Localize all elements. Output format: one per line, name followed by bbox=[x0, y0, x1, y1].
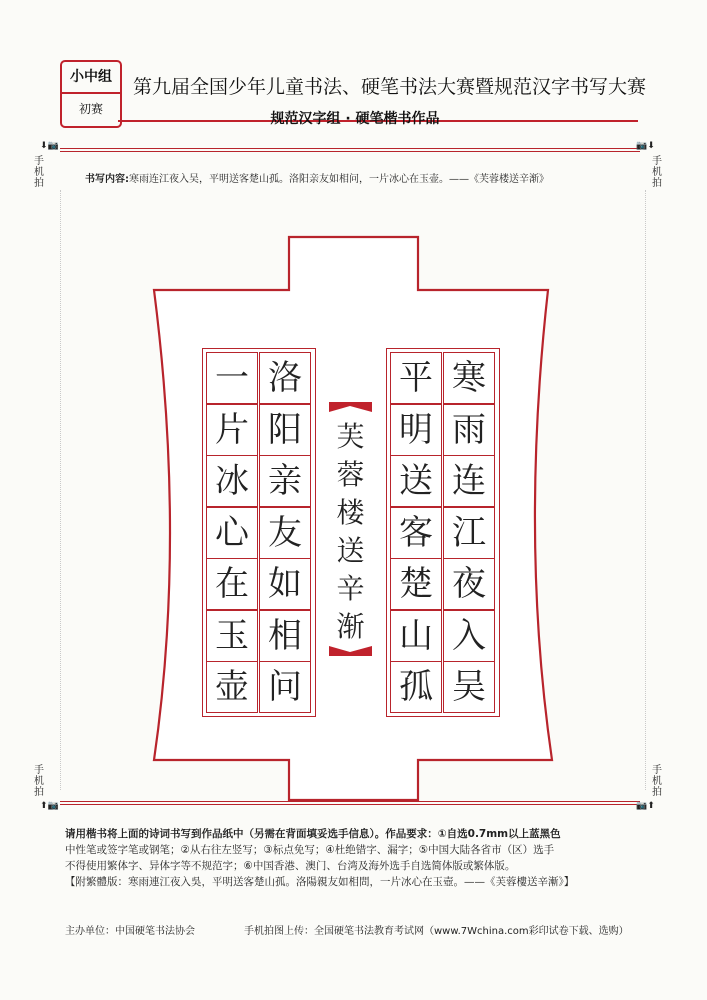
poem-character: 江 bbox=[452, 512, 486, 553]
poem-character: 平 bbox=[399, 358, 433, 398]
poem-character: 在 bbox=[215, 564, 249, 604]
poem-character: 吴 bbox=[452, 667, 486, 707]
poem-character: 山 bbox=[399, 615, 433, 656]
poem-character: 楚 bbox=[399, 564, 433, 604]
upload-info: 手机拍图上传：全国硬笔书法教育考试网（www.7Wchina.com彩印试卷下载、选购） bbox=[244, 926, 629, 937]
poem-character: 相 bbox=[268, 615, 302, 656]
bracket-bottom-icon bbox=[327, 644, 374, 658]
requirements-line: 请用楷书将上面的诗词书写到作品纸中（另需在背面填妥选手信息）。作品要求：①自选0.7mm以上蓝黑色 bbox=[65, 828, 561, 840]
poem-character: 孤 bbox=[399, 667, 433, 707]
organizer: 主办单位：中国硬笔书法协会 bbox=[65, 926, 195, 937]
poem-character: 如 bbox=[268, 564, 302, 604]
phone-capture-label-left: 手机拍 bbox=[34, 156, 44, 189]
upload-camera-icon: ⬆📷 bbox=[40, 801, 59, 811]
poem-character: 送 bbox=[399, 461, 433, 501]
poem-title-character: 蓉 bbox=[336, 458, 365, 491]
poem-character: 明 bbox=[399, 409, 433, 450]
download-camera-icon: ⬇📷 bbox=[40, 141, 59, 151]
poem-character: 一 bbox=[215, 358, 249, 398]
bottom-rule bbox=[60, 801, 640, 805]
bracket-top-icon bbox=[327, 400, 374, 414]
poem-character: 寒 bbox=[452, 358, 486, 398]
poem-character: 片 bbox=[215, 409, 249, 450]
poem-character: 亲 bbox=[268, 461, 302, 501]
poem-character: 问 bbox=[268, 667, 302, 707]
poem-character: 阳 bbox=[268, 409, 302, 450]
poem-title-column bbox=[327, 403, 374, 655]
poem-character: 雨 bbox=[452, 409, 486, 450]
poem-title-character: 渐 bbox=[336, 610, 365, 643]
grid-border bbox=[202, 348, 316, 717]
poem-title-character: 芙 bbox=[336, 420, 365, 453]
requirements-line: 不得使用繁体字、异体字等不规范字；⑥中国香港、澳门、台湾及海外选手自选简体版或繁体版。 bbox=[65, 860, 516, 872]
phone-capture-label-left: 手机拍 bbox=[34, 765, 44, 798]
poem-title-character: 楼 bbox=[336, 496, 365, 529]
poem-title-character: 送 bbox=[336, 534, 365, 567]
page-subtitle: 规范汉字组 · 硬笔楷书作品 bbox=[270, 111, 440, 127]
poem-character: 入 bbox=[452, 615, 486, 656]
upload-camera-icon: 📷⬆ bbox=[636, 801, 655, 811]
poem-character: 客 bbox=[399, 512, 433, 553]
requirements-line: 【附繁體版：寒雨連江夜入吳，平明送客楚山孤。洛陽親友如相問，一片冰心在玉壺。——《芙蓉樓送辛漸》】 bbox=[65, 876, 575, 888]
content-text: 寒雨连江夜入吴，平明送客楚山孤。洛阳亲友如相问，一片冰心在玉壶。——《芙蓉楼送辛渐》 bbox=[129, 174, 549, 185]
poem-character: 心 bbox=[215, 512, 249, 553]
stage-label: 初赛 bbox=[78, 102, 103, 116]
phone-capture-label-right: 手机拍 bbox=[652, 156, 662, 189]
download-camera-icon: 📷⬇ bbox=[636, 141, 655, 151]
poem-character: 夜 bbox=[452, 564, 486, 604]
grid-border bbox=[386, 348, 500, 717]
group-label: 小中组 bbox=[62, 62, 120, 94]
poem-character: 连 bbox=[452, 461, 486, 501]
requirements-line: 中性笔或签字笔或钢笔；②从右往左竖写；③标点免写；④杜绝错字、漏字；⑤中国大陆各省市（区）选手 bbox=[65, 844, 555, 856]
poem-character: 冰 bbox=[215, 461, 249, 501]
poem-character: 玉 bbox=[215, 615, 249, 656]
poem-character: 壶 bbox=[215, 667, 249, 707]
requirements-text bbox=[65, 826, 650, 890]
content-label: 书写内容: bbox=[85, 174, 129, 185]
phone-capture-label-right: 手机拍 bbox=[652, 765, 662, 798]
poem-character: 友 bbox=[268, 512, 302, 553]
poem-character: 洛 bbox=[268, 358, 302, 398]
poem-title-character: 辛 bbox=[336, 572, 365, 605]
page-title: 第九届全国少年儿童书法、硬笔书法大赛暨规范汉字书写大赛 bbox=[133, 76, 647, 98]
